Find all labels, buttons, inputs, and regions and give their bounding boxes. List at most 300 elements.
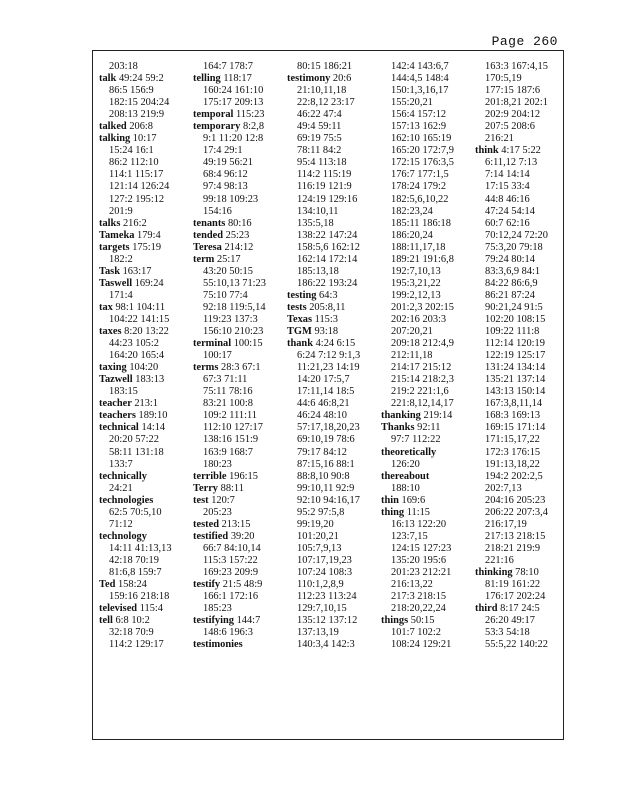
index-refs-line: 212:11,18 — [391, 350, 433, 362]
page-number: Page 260 — [491, 34, 558, 49]
index-refs-line: 165:20 172:7,9 — [391, 145, 454, 157]
index-refs-line: 100:17 — [203, 350, 232, 362]
index-refs-line: 6:11,12 7:13 — [485, 157, 538, 169]
index-refs: 115:3 — [314, 313, 338, 325]
index-refs: 175:19 — [132, 241, 162, 253]
index-entry — [381, 410, 469, 422]
index-refs: 6:8 10:2 — [115, 615, 150, 627]
index-term: Taswell — [99, 277, 133, 289]
index-refs-line: 148:6 196:3 — [203, 627, 253, 639]
index-refs-line: 81:19 161:22 — [485, 579, 541, 591]
index-refs-line: 205:23 — [203, 506, 232, 518]
index-refs-line: 46:24 48:10 — [297, 410, 347, 422]
index-refs-line: 58:11 131:18 — [109, 446, 164, 458]
index-refs-line: 138:16 151:9 — [203, 434, 259, 446]
index-term: TGM — [287, 326, 312, 338]
index-refs-line: 157:13 162:9 — [391, 121, 447, 133]
index-refs-line: 86:21 87:24 — [485, 289, 535, 301]
index-term: test — [193, 494, 209, 506]
index-refs-line: 144:4,5 148:4 — [391, 73, 449, 85]
index-refs-line: 124:15 127:23 — [391, 542, 452, 554]
index-term: Teresa — [193, 241, 222, 253]
index-refs-line: 69:10,19 78:6 — [297, 434, 355, 446]
index-term: thank — [287, 338, 313, 350]
index-term: Thanks — [381, 422, 415, 434]
index-refs-line: 6:24 7:12 9:1,3 — [297, 350, 361, 362]
index-entry — [99, 398, 187, 410]
index-refs-line: 99:18 109:23 — [203, 193, 259, 205]
index-refs-line: 115:3 157:22 — [203, 554, 258, 566]
index-refs-line: 138:22 147:24 — [297, 229, 358, 241]
index-refs-line: 109:22 111:8 — [485, 326, 540, 338]
index-refs: 205:8,11 — [309, 301, 346, 313]
index-refs-line: 81:6,8 159:7 — [109, 566, 162, 578]
index-refs-line: 14:11 41:13,13 — [109, 542, 172, 554]
index-refs-line: 162:14 172:14 — [297, 253, 358, 265]
index-term: teacher — [99, 398, 132, 410]
index-refs-line: 154:16 — [203, 205, 232, 217]
index-refs-line: 180:23 — [203, 458, 232, 470]
index-term: Ted — [99, 579, 116, 591]
index-refs-line: 188:11,17,18 — [391, 241, 446, 253]
index-entry — [99, 531, 187, 543]
index-entry — [99, 302, 187, 314]
index-refs: 189:10 — [138, 410, 168, 422]
index-term: televised — [99, 603, 138, 615]
index-entry — [99, 326, 187, 338]
index-entry — [287, 290, 375, 302]
index-refs-line: 199:2,12,13 — [391, 289, 441, 301]
index-term: thereabout — [381, 470, 430, 482]
index-refs-line: 71:12 — [109, 518, 133, 530]
index-refs-line: 172:3 176:15 — [485, 446, 541, 458]
index-refs-line: 182:23,24 — [391, 205, 433, 217]
index-refs-line: 112:14 120:19 — [485, 338, 545, 350]
index-entry — [193, 639, 281, 651]
index-entry — [475, 567, 563, 579]
index-refs: 64:3 — [319, 289, 338, 301]
index-refs-line: 80:15 186:21 — [297, 61, 353, 72]
index-refs-line: 57:17,18,20,23 — [297, 422, 360, 434]
index-refs-line: 108:24 129:21 — [391, 639, 452, 651]
index-refs-line: 62:5 70:5,10 — [109, 506, 162, 518]
index-entry — [193, 495, 281, 507]
index-refs-line: 14:20 17:5,7 — [297, 374, 350, 386]
index-term: technical — [99, 422, 139, 434]
index-refs-line: 171:4 — [109, 289, 133, 301]
index-refs: 158:24 — [117, 579, 147, 591]
index-refs: 78:10 — [515, 566, 539, 578]
index-entry — [381, 422, 469, 434]
index-refs: 20:6 — [332, 73, 352, 85]
index-entry — [99, 495, 187, 507]
index-refs-line: 92:18 119:5,14 — [203, 301, 266, 313]
index-entry — [381, 507, 469, 519]
index-entry — [193, 362, 281, 374]
index-entry — [99, 603, 187, 615]
index-term: testify — [193, 579, 221, 591]
index-refs-line: 203:18 — [109, 61, 138, 72]
index-frame — [92, 50, 564, 740]
index-refs: 206:8 — [129, 121, 153, 133]
index-column-2 — [187, 51, 281, 739]
index-refs: 11:15 — [406, 506, 431, 518]
index-entry — [193, 471, 281, 483]
index-refs-line: 171:15,17,22 — [485, 434, 540, 446]
index-refs-line: 95:4 113:18 — [297, 157, 347, 169]
index-refs-line: 107:24 108:3 — [297, 566, 353, 578]
index-refs-line: 43:20 50:15 — [203, 265, 253, 277]
index-refs: 169:6 — [401, 494, 426, 506]
index-refs-line: 135:20 195:6 — [391, 554, 447, 566]
index-refs-line: 87:15,16 88:1 — [297, 458, 355, 470]
index-refs-line: 75:11 78:16 — [203, 386, 253, 398]
index-entry — [99, 73, 187, 85]
index-refs: 179:4 — [137, 229, 161, 241]
index-refs-line: 221:16 — [485, 554, 514, 566]
index-refs-line: 92:10 94:16,17 — [297, 494, 360, 506]
index-refs-line: 170:5,19 — [485, 73, 522, 85]
index-entry — [381, 471, 469, 483]
index-term: Terry — [193, 482, 219, 494]
index-refs-line: 127:2 195:12 — [109, 193, 165, 205]
index-refs: 219:14 — [423, 410, 453, 422]
index-entry — [99, 121, 187, 133]
index-refs: 169:24 — [134, 277, 164, 289]
index-refs-line: 169:15 171:14 — [485, 422, 546, 434]
index-term: thanking — [381, 410, 421, 422]
index-refs: 28:3 67:1 — [221, 362, 261, 374]
index-refs-line: 176:7 177:1,5 — [391, 169, 449, 181]
index-refs-line: 114:1 115:17 — [109, 169, 164, 181]
index-refs-line: 158:5,6 162:12 — [297, 241, 360, 253]
index-entry — [193, 579, 281, 591]
index-refs: 216:2 — [122, 217, 147, 229]
index-refs-line: 169:23 209:9 — [203, 566, 259, 578]
index-entry — [99, 410, 187, 422]
index-term: targets — [99, 241, 130, 253]
index-refs-line: 83:3,6,9 84:1 — [485, 265, 541, 277]
index-refs-line: 162:10 165:19 — [391, 133, 452, 145]
index-refs-line: 66:7 84:10,14 — [203, 542, 261, 554]
index-refs-line: 15:24 16:1 — [109, 145, 154, 157]
index-term: third — [475, 603, 498, 615]
index-refs: 39:20 — [230, 530, 255, 542]
index-refs: 183:13 — [135, 374, 165, 386]
index-entry — [99, 422, 187, 434]
index-refs-line: 215:14 218:2,3 — [391, 374, 454, 386]
index-refs-line: 105:7,9,13 — [297, 542, 342, 554]
index-refs: 115:23 — [236, 109, 265, 121]
index-refs-line: 44:8 46:16 — [485, 193, 530, 205]
index-term: terrible — [193, 470, 227, 482]
index-refs-line: 101:7 102:2 — [391, 627, 441, 639]
index-term: tended — [193, 229, 224, 241]
index-entry — [193, 218, 281, 230]
index-refs-line: 53:3 54:18 — [485, 627, 530, 639]
index-refs-line: 185:11 186:18 — [391, 217, 451, 229]
index-entry — [287, 338, 375, 350]
index-refs-line: 107:17,19,23 — [297, 554, 352, 566]
index-column-3 — [281, 51, 375, 739]
index-refs-line: 201:2,3 202:15 — [391, 301, 454, 313]
index-entry — [193, 109, 281, 121]
index-term: technology — [99, 530, 147, 542]
index-column-4 — [375, 51, 469, 739]
index-term: testifying — [193, 615, 234, 627]
index-refs-line: 218:21 219:9 — [485, 542, 541, 554]
index-refs-line: 46:22 47:4 — [297, 109, 342, 121]
index-refs-line: 60:7 62:16 — [485, 217, 530, 229]
index-refs-line: 102:20 108:15 — [485, 313, 546, 325]
index-refs-line: 163:3 167:4,15 — [485, 61, 548, 72]
index-refs-line: 156:4 157:12 — [391, 109, 447, 121]
index-entry — [99, 362, 187, 374]
index-refs-line: 208:13 219:9 — [109, 109, 165, 121]
index-refs-line: 143:13 150:14 — [485, 386, 546, 398]
index-refs-line: 86:5 156:9 — [109, 85, 154, 97]
index-refs: 115:4 — [139, 603, 163, 615]
index-refs: 4:17 5:22 — [501, 145, 541, 157]
index-column-5 — [469, 51, 563, 739]
index-refs: 8:20 13:22 — [124, 326, 169, 338]
index-refs-line: 79:17 84:12 — [297, 446, 347, 458]
index-entry — [193, 483, 281, 495]
index-entry — [99, 242, 187, 254]
index-refs-line: 177:15 187:6 — [485, 85, 541, 97]
index-entry — [99, 579, 187, 591]
index-refs-line: 68:4 96:12 — [203, 169, 248, 181]
index-refs-line: 49:19 56:21 — [203, 157, 253, 169]
index-refs: 50:15 — [410, 615, 435, 627]
index-refs-line: 135:5,18 — [297, 217, 334, 229]
index-refs-line: 164:20 165:4 — [109, 350, 165, 362]
index-refs-line: 101:20,21 — [297, 530, 339, 542]
index-refs-line: 126:20 — [391, 458, 420, 470]
index-refs: 93:18 — [314, 326, 339, 338]
index-refs-line: 164:7 178:7 — [203, 61, 253, 72]
index-refs-line: 109:2 111:11 — [203, 410, 257, 422]
index-term: talking — [99, 133, 131, 145]
index-term: thing — [381, 506, 405, 518]
index-refs: 100:15 — [233, 338, 263, 350]
index-term: testing — [287, 289, 317, 301]
index-refs-line: 191:13,18,22 — [485, 458, 540, 470]
index-refs-line: 78:11 84:2 — [297, 145, 342, 157]
index-term: telling — [193, 73, 221, 85]
index-refs-line: 21:10,11,18 — [297, 85, 347, 97]
index-column-1 — [93, 51, 187, 739]
index-term: testimony — [287, 73, 331, 85]
index-refs: 8:17 24:5 — [500, 603, 540, 615]
index-refs-line: 16:13 122:20 — [391, 518, 447, 530]
index-term: talked — [99, 121, 127, 133]
index-refs-line: 167:3,8,11,14 — [485, 398, 543, 410]
index-refs-line: 135:21 137:14 — [485, 374, 546, 386]
index-entry — [193, 615, 281, 627]
index-refs: 144:7 — [236, 615, 261, 627]
index-refs-line: 207:5 208:6 — [485, 121, 535, 133]
index-refs-line: 112:23 113:24 — [297, 591, 357, 603]
index-refs-line: 104:22 141:15 — [109, 313, 170, 325]
index-entry — [193, 73, 281, 85]
index-term: taxing — [99, 362, 127, 374]
index-refs-line: 194:2 202:2,5 — [485, 470, 543, 482]
index-refs-line: 84:22 86:6,9 — [485, 277, 538, 289]
index-refs-line: 129:7,10,15 — [297, 603, 347, 615]
index-refs-line: 75:10 77:4 — [203, 289, 248, 301]
index-refs-line: 114:2 129:17 — [109, 639, 164, 651]
index-refs: 14:14 — [141, 422, 166, 434]
index-refs-line: 204:16 205:23 — [485, 494, 546, 506]
index-entry — [99, 230, 187, 242]
index-refs: 163:17 — [122, 265, 152, 277]
index-term: tested — [193, 518, 219, 530]
index-entry — [99, 278, 187, 290]
index-refs-line: 178:24 179:2 — [391, 181, 447, 193]
index-refs-line: 121:14 126:24 — [109, 181, 170, 193]
index-refs-line: 168:3 169:13 — [485, 410, 541, 422]
index-refs-line: 160:24 161:10 — [203, 85, 264, 97]
index-entry — [475, 603, 563, 615]
index-refs-line: 88:8,10 90:8 — [297, 470, 350, 482]
index-term: Tameka — [99, 229, 135, 241]
index-refs-line: 22:8,12 23:17 — [297, 97, 355, 109]
index-refs-line: 86:2 112:10 — [109, 157, 159, 169]
index-refs-line: 217:13 218:15 — [485, 530, 546, 542]
index-term: terms — [193, 362, 219, 374]
index-refs-line: 159:16 218:18 — [109, 591, 170, 603]
index-term: things — [381, 615, 409, 627]
index-refs: 4:24 6:15 — [315, 338, 356, 350]
index-refs: 98:1 104:11 — [115, 301, 166, 313]
index-refs-line: 163:9 168:7 — [203, 446, 253, 458]
index-refs-line: 217:3 218:15 — [391, 591, 447, 603]
index-refs-line: 188:10 — [391, 482, 420, 494]
index-entry — [99, 133, 187, 145]
index-entry — [193, 254, 281, 266]
index-refs-line: 214:17 215:12 — [391, 362, 452, 374]
index-term: testimonies — [193, 639, 243, 651]
index-refs-line: 123:7,15 — [391, 530, 428, 542]
index-refs-line: 172:15 176:3,5 — [391, 157, 454, 169]
index-refs-line: 124:19 129:16 — [297, 193, 358, 205]
index-refs-line: 207:20,21 — [391, 326, 433, 338]
index-refs-line: 206:22 207:3,4 — [485, 506, 548, 518]
index-entry — [381, 495, 469, 507]
index-refs-line: 155:20,21 — [391, 97, 433, 109]
index-refs-line: 95:2 97:5,8 — [297, 506, 345, 518]
index-refs: 196:15 — [229, 470, 258, 482]
index-refs-line: 182:5,6,10,22 — [391, 193, 449, 205]
index-refs-line: 175:17 209:13 — [203, 97, 264, 109]
index-refs-line: 75:3,20 79:18 — [485, 241, 543, 253]
index-refs-line: 216:21 — [485, 133, 514, 145]
index-entry — [287, 73, 375, 85]
index-refs-line: 133:7 — [109, 458, 133, 470]
index-refs-line: 134:10,11 — [297, 205, 339, 217]
index-refs-line: 137:13,19 — [297, 627, 339, 639]
index-refs-line: 44:6 46:8,21 — [297, 398, 350, 410]
index-refs-line: 135:12 137:12 — [297, 615, 358, 627]
index-refs-line: 192:7,10,13 — [391, 265, 441, 277]
index-refs-line: 26:20 49:17 — [485, 615, 535, 627]
index-refs: 92:11 — [417, 422, 441, 434]
index-refs: 104:20 — [129, 362, 159, 374]
index-refs-line: 97:4 98:13 — [203, 181, 248, 193]
index-term: terminal — [193, 338, 232, 350]
index-refs-line: 131:24 134:14 — [485, 362, 546, 374]
index-refs-line: 140:3,4 142:3 — [297, 639, 355, 651]
index-refs-line: 218:20,22,24 — [391, 603, 446, 615]
index-refs-line: 17:11,14 18:5 — [297, 386, 355, 398]
index-refs-line: 114:2 115:19 — [297, 169, 352, 181]
index-refs-line: 166:1 172:16 — [203, 591, 259, 603]
index-term: tenants — [193, 217, 226, 229]
index-refs-line: 110:1,2,8,9 — [297, 579, 344, 591]
index-refs-line: 69:19 75:5 — [297, 133, 342, 145]
index-refs-line: 219:2 221:1,6 — [391, 386, 449, 398]
index-refs-line: 32:18 70:9 — [109, 627, 154, 639]
index-entry — [193, 338, 281, 350]
index-refs-line: 186:22 193:24 — [297, 277, 358, 289]
index-refs: 21:5 48:9 — [222, 579, 263, 591]
index-entry — [193, 531, 281, 543]
index-refs: 120:7 — [211, 494, 235, 506]
index-term: think — [475, 145, 499, 157]
index-entry — [287, 302, 375, 314]
index-refs: 88:11 — [220, 482, 244, 494]
index-refs: 118:17 — [223, 73, 252, 85]
index-refs-line: 97:7 112:22 — [391, 434, 441, 446]
index-refs-line: 42:18 70:19 — [109, 554, 159, 566]
index-entry — [99, 374, 187, 386]
index-refs-line: 83:21 100:8 — [203, 398, 253, 410]
index-refs-line: 55:5,22 140:22 — [485, 639, 548, 651]
index-entry — [99, 218, 187, 230]
index-term: theoretically — [381, 446, 437, 458]
index-refs-line: 176:17 202:24 — [485, 591, 546, 603]
index-entry — [193, 121, 281, 133]
index-entry — [193, 230, 281, 242]
index-refs-line: 99:19,20 — [297, 518, 334, 530]
index-term: temporary — [193, 121, 241, 133]
index-refs-line: 7:14 14:14 — [485, 169, 530, 181]
index-refs-line: 201:23 212:21 — [391, 566, 452, 578]
index-entry — [287, 326, 375, 338]
index-term: talks — [99, 217, 121, 229]
index-refs-line: 17:15 33:4 — [485, 181, 530, 193]
index-refs-line: 201:9 — [109, 205, 133, 217]
index-refs-line: 112:10 127:17 — [203, 422, 263, 434]
index-refs-line: 142:4 143:6,7 — [391, 61, 449, 72]
index-refs-line: 189:21 191:6,8 — [391, 253, 454, 265]
index-refs: 80:16 — [227, 217, 252, 229]
index-refs-line: 116:19 121:9 — [297, 181, 352, 193]
index-refs-line: 11:21,23 14:19 — [297, 362, 360, 374]
index-refs-line: 209:18 212:4,9 — [391, 338, 454, 350]
index-refs-line: 183:15 — [109, 386, 138, 398]
index-entry — [193, 242, 281, 254]
index-term: tax — [99, 301, 113, 313]
index-term: tell — [99, 615, 113, 627]
index-term: temporal — [193, 109, 234, 121]
index-refs-line: 24:21 — [109, 482, 133, 494]
index-refs: 49:24 59:2 — [118, 73, 164, 85]
index-refs-line: 186:20,24 — [391, 229, 433, 241]
index-refs-line: 90:21,24 91:5 — [485, 301, 543, 313]
index-refs-line: 201:8,21 202:1 — [485, 97, 548, 109]
